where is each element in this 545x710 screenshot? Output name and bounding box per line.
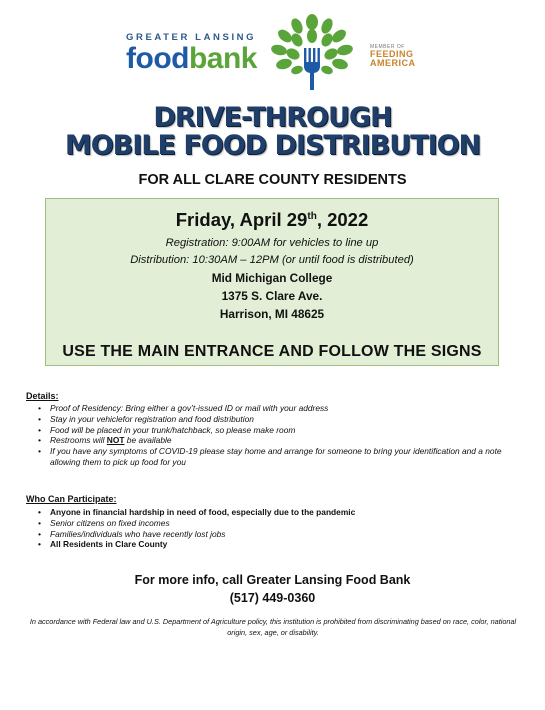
participate-heading: Who Can Participate: xyxy=(26,494,117,504)
contact-line1: For more info, call Greater Lansing Food Bank xyxy=(134,573,411,587)
venue-name: Mid Michigan College xyxy=(211,271,333,285)
list-item: • Anyone in financial hardship in need of food, especially due to the pandemic xyxy=(38,507,528,518)
restroom-post: be available xyxy=(124,435,172,446)
event-info-box xyxy=(45,198,499,366)
participate-list xyxy=(38,507,528,550)
tree-fork-icon xyxy=(267,14,357,92)
date-sup: th xyxy=(307,210,317,222)
event-date xyxy=(46,209,498,231)
feed-line2: AMERICA xyxy=(370,58,416,68)
list-item: • Stay in your vehiclefor registration and food distribution xyxy=(38,414,528,425)
details-heading: Details: xyxy=(26,391,59,401)
distribution-time: Distribution: 10:30AM – 12PM (or until food is distributed) xyxy=(130,254,414,266)
feeding-america-logo xyxy=(370,44,430,68)
list-item xyxy=(38,435,528,446)
list-item: • Senior citizens on fixed incomes xyxy=(38,518,528,529)
date-pre: Friday, April 29 xyxy=(175,209,308,230)
logo-bank: bank xyxy=(188,42,257,75)
logo-food: food xyxy=(126,42,189,75)
list-item: • All Residents in Clare County xyxy=(38,539,528,550)
venue-street: 1375 S. Clare Ave. xyxy=(221,289,323,303)
list-item: • Food will be placed in your trunk/hatchback, so please make room xyxy=(38,425,528,436)
feed-member-of: MEMBER OF xyxy=(370,44,405,50)
restroom-pre: Restrooms will xyxy=(50,435,107,446)
title-line2: MOBILE FOOD DISTRIBUTION xyxy=(64,130,481,161)
list-item: • Proof of Residency: Bring either a gov’t-issued ID or mail with your address xyxy=(38,403,528,414)
logo-org-top: GREATER LANSING xyxy=(126,32,257,43)
date-post: , 2022 xyxy=(316,209,369,230)
registration-time: Registration: 9:00AM for vehicles to line up xyxy=(165,237,379,249)
feed-line1: FEEDING xyxy=(370,49,414,59)
venue-city: Harrison, MI 48625 xyxy=(219,307,325,321)
foodbank-logo xyxy=(126,32,266,74)
contact-phone: (517) 449-0360 xyxy=(229,591,316,605)
restroom-not: NOT xyxy=(106,435,125,446)
subtitle: FOR ALL CLARE COUNTY RESIDENTS xyxy=(138,172,407,188)
nondiscrimination-statement: In accordance with Federal law and U.S. Department of Agriculture policy, this institution is prohibited from discriminating based on race, color, national origin, sex, age, or disability. xyxy=(29,617,517,637)
logo-wordmark xyxy=(126,44,266,74)
title-line1: DRIVE-THROUGH xyxy=(153,102,392,133)
details-list xyxy=(38,403,528,468)
list-item: • Families/individuals who have recently lost jobs xyxy=(38,529,528,540)
list-item: • If you have any symptoms of COVID-19 please stay home and arrange for someone to bring your identification and a note allowing them to pick up food for you xyxy=(38,446,528,468)
entrance-instruction: USE THE MAIN ENTRANCE AND FOLLOW THE SIGNS xyxy=(62,343,482,360)
